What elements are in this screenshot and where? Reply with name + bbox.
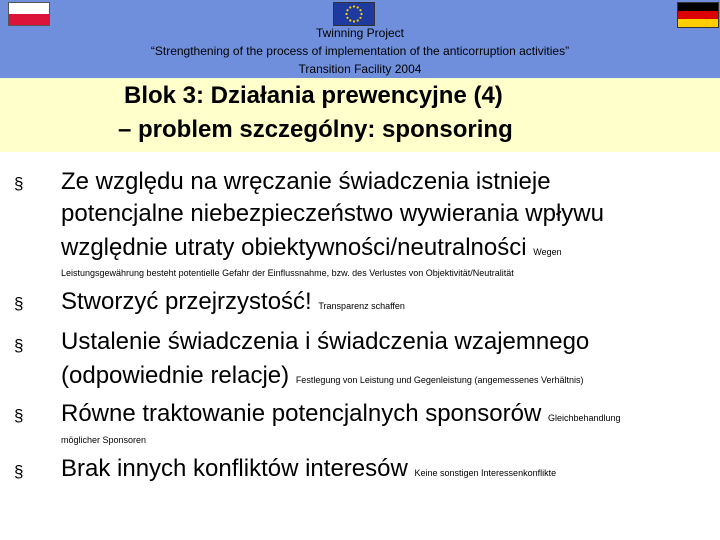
item-text: względnie utraty obiektywności/neutralności Wegen: [61, 234, 562, 261]
item-note: Transparenz schaffen: [318, 301, 405, 311]
item-note: Leistungsgewährung besteht potentielle Gefahr der Einflussnahme, bzw. des Verlustes von Objektivität/Neutralität: [61, 268, 514, 278]
bullet-icon: §: [14, 406, 24, 425]
item-text: Ze względu na wręczanie świadczenia istnieje: [61, 168, 551, 195]
item-text: Równe traktowanie potencjalnych sponsorów Gleichbehandlung: [61, 400, 621, 427]
title-band: [0, 78, 720, 152]
item-note: Festlegung von Leistung und Gegenleistung (angemessenes Verhältnis): [295, 375, 584, 385]
poland-flag-icon: [8, 2, 50, 26]
item-text: potencjalne niebezpieczeństwo wywierania wpływu: [61, 200, 604, 227]
bullet-icon: §: [14, 462, 24, 481]
header-project: Twinning Project: [315, 26, 405, 40]
page-title: Blok 3: Działania prewencyjne (4): [124, 82, 503, 109]
header-facility: Transition Facility 2004: [298, 62, 422, 76]
item-text: Stworzyć przejrzystość! Transparenz schaffen: [61, 288, 405, 315]
eu-flag-icon: [333, 2, 375, 26]
item-text: (odpowiednie relacje) Festlegung von Leistung und Gegenleistung (angemessenes Verhältnis): [61, 362, 584, 389]
header-subtitle: “Strengthening of the process of implementation of the anticorruption activities”: [150, 44, 570, 58]
item-note: Keine sonstigen Interessenkonflikte: [414, 468, 557, 478]
bullet-icon: §: [14, 294, 24, 313]
bullet-icon: §: [14, 174, 24, 193]
bullet-icon: §: [14, 336, 24, 355]
item-note: möglicher Sponsoren: [61, 435, 147, 445]
header-band: [0, 0, 720, 78]
item-text: Ustalenie świadczenia i świadczenia wzajemnego: [61, 328, 590, 355]
item-note: Wegen: [533, 247, 562, 257]
germany-flag-icon: [677, 2, 719, 28]
item-text: Brak innych konfliktów interesów Keine sonstigen Interessenkonflikte: [61, 455, 557, 482]
item-note: Gleichbehandlung: [547, 413, 621, 423]
page-subtitle: – problem szczególny: sponsoring: [118, 116, 513, 143]
